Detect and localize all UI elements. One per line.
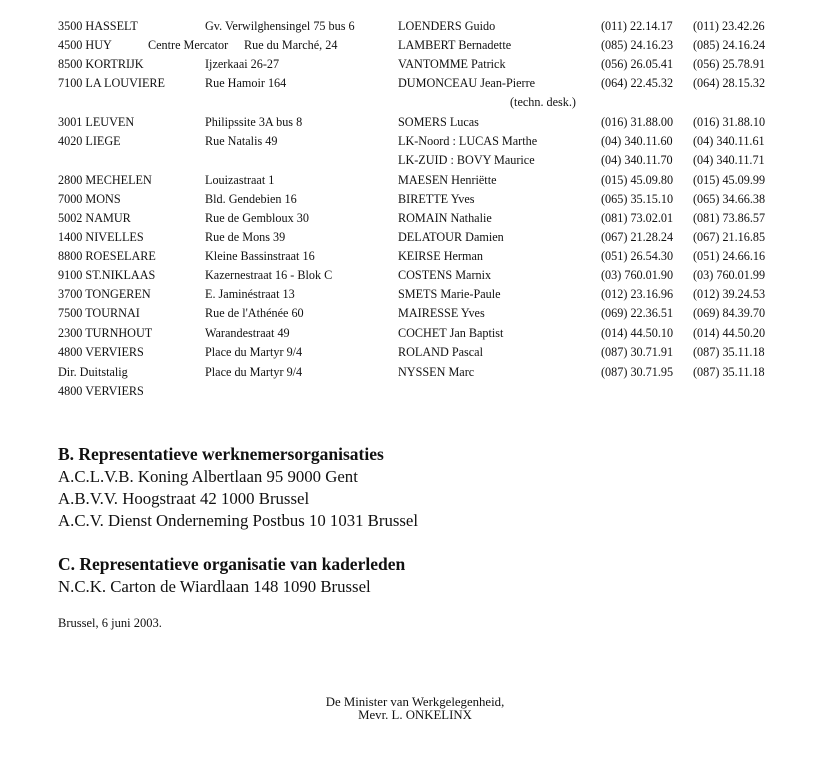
office-city: 9100 ST.NIKLAAS xyxy=(58,268,156,282)
contact-name: LK-ZUID : BOVY Maurice xyxy=(398,153,535,167)
office-address: Warandestraat 49 xyxy=(205,326,290,340)
phone-number: (011) 22.14.17 xyxy=(601,19,673,33)
table-row xyxy=(0,266,813,285)
office-city: 4500 HUY xyxy=(58,38,112,52)
table-row xyxy=(0,209,813,228)
contact-name: ROLAND Pascal xyxy=(398,345,483,359)
contact-name: COSTENS Marnix xyxy=(398,268,492,282)
contact-name: ROMAIN Nathalie xyxy=(398,211,492,225)
contact-name: DUMONCEAU Jean-Pierre xyxy=(398,76,536,90)
office-city: Dir. Duitstalig xyxy=(58,365,128,379)
organisation-line: A.C.L.V.B. Koning Albertlaan 95 9000 Gent xyxy=(58,467,358,486)
fax-number: (087) 35.11.18 xyxy=(693,345,765,359)
office-city: 7000 MONS xyxy=(58,192,121,206)
contact-name: SMETS Marie-Paule xyxy=(398,287,501,301)
fax-number: (016) 31.88.10 xyxy=(693,115,766,129)
office-address: Louizastraat 1 xyxy=(205,173,275,187)
phone-number: (03) 760.01.90 xyxy=(601,268,674,282)
organisation-line: A.B.V.V. Hoogstraat 42 1000 Brussel xyxy=(58,489,310,508)
office-city: 4020 LIEGE xyxy=(58,134,121,148)
fax-number: (087) 35.11.18 xyxy=(693,365,765,379)
office-address: Rue du Marché, 24 xyxy=(244,38,338,52)
office-city: 7500 TOURNAI xyxy=(58,306,140,320)
contact-name: COCHET Jan Baptist xyxy=(398,326,504,340)
fax-number: (012) 39.24.53 xyxy=(693,287,766,301)
contact-name: LOENDERS Guido xyxy=(398,19,496,33)
table-row xyxy=(0,36,813,55)
phone-number: (069) 22.36.51 xyxy=(601,306,674,320)
table-row xyxy=(0,55,813,74)
fax-number: (067) 21.16.85 xyxy=(693,230,766,244)
fax-number: (011) 23.42.26 xyxy=(693,19,765,33)
phone-number: (04) 340.11.70 xyxy=(601,153,673,167)
office-address: Rue Natalis 49 xyxy=(205,134,278,148)
office-address: E. Jaminéstraat 13 xyxy=(205,287,295,301)
office-city: 5002 NAMUR xyxy=(58,211,131,225)
fax-number: (03) 760.01.99 xyxy=(693,268,766,282)
office-address: Rue de Mons 39 xyxy=(205,230,286,244)
fax-number: (04) 340.11.61 xyxy=(693,134,765,148)
office-city: 1400 NIVELLES xyxy=(58,230,144,244)
contact-name: SOMERS Lucas xyxy=(398,115,479,129)
fax-number: (04) 340.11.71 xyxy=(693,153,765,167)
contact-name: MAIRESSE Yves xyxy=(398,306,485,320)
phone-number: (04) 340.11.60 xyxy=(601,134,673,148)
office-address: Philipssite 3A bus 8 xyxy=(205,115,303,129)
fax-number: (081) 73.86.57 xyxy=(693,211,766,225)
office-city: 3700 TONGEREN xyxy=(58,287,151,301)
fax-number: (085) 24.16.24 xyxy=(693,38,766,52)
contact-name: NYSSEN Marc xyxy=(398,365,475,379)
phone-number: (056) 26.05.41 xyxy=(601,57,674,71)
office-city: 2300 TURNHOUT xyxy=(58,326,153,340)
fax-number: (065) 34.66.38 xyxy=(693,192,766,206)
phone-number: (014) 44.50.10 xyxy=(601,326,674,340)
phone-number: (051) 26.54.30 xyxy=(601,249,674,263)
contact-name: MAESEN Henriëtte xyxy=(398,173,497,187)
office-address: Ijzerkaai 26-27 xyxy=(205,57,280,71)
table-row xyxy=(0,151,813,170)
phone-number: (065) 35.15.10 xyxy=(601,192,674,206)
fax-number: (069) 84.39.70 xyxy=(693,306,766,320)
office-address: Place du Martyr 9/4 xyxy=(205,345,303,359)
table-row xyxy=(0,324,813,343)
contact-name: LAMBERT Bernadette xyxy=(398,38,512,52)
table-row xyxy=(0,343,813,362)
section-b-heading: B. Representatieve werknemersorganisaties xyxy=(58,444,384,464)
phone-number: (015) 45.09.80 xyxy=(601,173,674,187)
contact-name: DELATOUR Damien xyxy=(398,230,504,244)
office-city: 4800 VERVIERS xyxy=(58,345,144,359)
office-address: Rue Hamoir 164 xyxy=(205,76,287,90)
signature-name: Mevr. L. ONKELINX xyxy=(358,708,472,722)
table-row xyxy=(0,363,813,382)
table-row xyxy=(0,190,813,209)
office-address: Gv. Verwilghensingel 75 bus 6 xyxy=(205,19,355,33)
phone-number: (087) 30.71.95 xyxy=(601,365,674,379)
table-row xyxy=(0,285,813,304)
office-city: 3500 HASSELT xyxy=(58,19,138,33)
office-city: 8500 KORTRIJK xyxy=(58,57,144,71)
fax-number: (051) 24.66.16 xyxy=(693,249,766,263)
fax-number: (056) 25.78.91 xyxy=(693,57,766,71)
organisation-line: A.C.V. Dienst Onderneming Postbus 10 1031 Brussel xyxy=(58,511,419,530)
fax-number: (014) 44.50.20 xyxy=(693,326,766,340)
office-address: Place du Martyr 9/4 xyxy=(205,365,303,379)
phone-number: (085) 24.16.23 xyxy=(601,38,674,52)
office-address: Rue de Gembloux 30 xyxy=(205,211,309,225)
office-city: 7100 LA LOUVIERE xyxy=(58,76,165,90)
phone-number: (081) 73.02.01 xyxy=(601,211,674,225)
table-row xyxy=(0,382,813,401)
office-address: Kazernestraat 16 - Blok C xyxy=(205,268,333,282)
contact-name: LK-Noord : LUCAS Marthe xyxy=(398,134,538,148)
section-c-heading: C. Representatieve organisatie van kaderleden xyxy=(58,554,406,574)
office-building: Centre Mercator xyxy=(148,38,229,52)
office-city: 2800 MECHELEN xyxy=(58,173,152,187)
fax-number: (015) 45.09.99 xyxy=(693,173,766,187)
office-address: Kleine Bassinstraat 16 xyxy=(205,249,315,263)
table-row xyxy=(0,113,813,132)
phone-number: (012) 23.16.96 xyxy=(601,287,674,301)
table-row xyxy=(0,17,813,36)
office-city: 8800 ROESELARE xyxy=(58,249,156,263)
fax-number: (064) 28.15.32 xyxy=(693,76,766,90)
table-row xyxy=(0,247,813,266)
phone-number: (087) 30.71.91 xyxy=(601,345,674,359)
phone-number: (067) 21.28.24 xyxy=(601,230,674,244)
contact-note: (techn. desk.) xyxy=(510,95,576,109)
office-address: Rue de l'Athénée 60 xyxy=(205,306,304,320)
contact-name: KEIRSE Herman xyxy=(398,249,483,263)
phone-number: (016) 31.88.00 xyxy=(601,115,674,129)
table-row xyxy=(0,132,813,151)
office-city: 4800 VERVIERS xyxy=(58,384,144,398)
office-address: Bld. Gendebien 16 xyxy=(205,192,297,206)
organisation-line: N.C.K. Carton de Wiardlaan 148 1090 Brussel xyxy=(58,577,371,596)
date-line: Brussel, 6 juni 2003. xyxy=(58,616,162,630)
contact-name: BIRETTE Yves xyxy=(398,192,475,206)
signature-title: De Minister van Werkgelegenheid, xyxy=(325,695,505,709)
contact-name: VANTOMME Patrick xyxy=(398,57,506,71)
office-city: 3001 LEUVEN xyxy=(58,115,135,129)
table-row xyxy=(0,93,813,112)
table-row xyxy=(0,171,813,190)
table-row xyxy=(0,74,813,93)
table-row xyxy=(0,304,813,323)
phone-number: (064) 22.45.32 xyxy=(601,76,674,90)
table-row xyxy=(0,228,813,247)
